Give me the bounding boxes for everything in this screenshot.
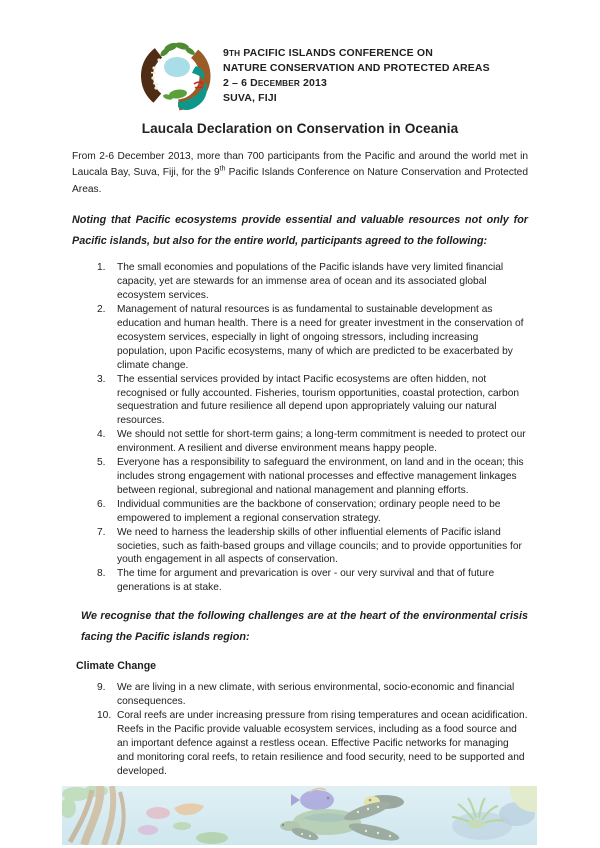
list-item-number: 1. [97, 262, 106, 274]
conference-title-block [223, 38, 490, 116]
list-item-number: 7. [97, 526, 106, 538]
list-item-text: Individual communities are the backbone of conservation; ordinary people need to be empowered to implement a regional conservation strategy. [117, 498, 501, 524]
list-item-number: 10. [97, 710, 112, 722]
list-item [97, 261, 528, 303]
list-item [97, 709, 528, 779]
document-header [138, 38, 490, 116]
list-item [97, 456, 528, 498]
list-item-number: 5. [97, 457, 106, 469]
conference-name-line2: NATURE CONSERVATION AND PROTECTED AREAS [223, 62, 490, 75]
conference-location: SUVA, FIJI [223, 92, 277, 105]
list-item [97, 303, 528, 373]
reef-illustration-banner [62, 786, 537, 845]
list-item-text: The essential services provided by intact Pacific ecosystems are often hidden, not recognised or fully accounted. Fisheries, tourism opportunities, coastal protection, carbon sequestration and future resilience all depend upon appropriately valuing our natural resources. [117, 373, 520, 427]
document-body [0, 149, 600, 779]
list-item-number: 4. [97, 429, 106, 441]
list-item [97, 681, 528, 709]
conference-logo-icon [138, 38, 214, 116]
conference-name-line1: 9TH PACIFIC ISLANDS CONFERENCE ON [223, 47, 433, 59]
numbered-list-climate [97, 681, 528, 778]
list-item-number: 3. [97, 373, 106, 385]
list-item-number: 6. [97, 498, 106, 510]
list-item-text: Management of natural resources is as fundamental to sustainable development as education and human health. There is a need for greater investment in the conservation of ecosystem services, especially in light of ongoing stressors, including increasing population, upon Pacific ecosystems, many of which are predicted to be exacerbated by climate change. [117, 304, 524, 371]
statement-recognise: We recognise that the following challenges are at the heart of the environmental crisis facing the Pacific islands region: [81, 610, 528, 643]
list-item-number: 8. [97, 568, 106, 580]
intro-paragraph: From 2-6 December 2013, more than 700 participants from the Pacific and around the world met in Laucala Bay, Suva, Fiji, for the 9th Pacific Islands Conference on Nature Conservation and Protected Areas. [72, 151, 528, 195]
numbered-list-agreements [97, 261, 528, 595]
conference-dates: 2 – 6 DECEMBER 2013 [223, 76, 327, 89]
list-item-number: 9. [97, 682, 106, 694]
statement-noting: Noting that Pacific ecosystems provide essential and valuable resources not only for Pacific islands, but also for the entire world, participants agreed to the following: [72, 214, 528, 247]
logo-lagoon-center [164, 57, 190, 77]
list-item-text: The small economies and populations of the Pacific islands have very limited financial capacity, yet are stewards for an immense area of ocean and its associated global ecosystem services. [117, 262, 504, 302]
list-item [97, 526, 528, 568]
section-heading-climate-change: Climate Change [76, 660, 157, 673]
document-title: Laucala Declaration on Conservation in Oceania [141, 121, 459, 136]
list-item-number: 2. [97, 304, 106, 316]
list-item [97, 428, 528, 456]
list-item-text: Everyone has a responsibility to safeguard the environment, on land and in the ocean; this includes strong engagement with national processes and effective management linkages between regional, subregional and national management and planning efforts. [117, 457, 524, 496]
superscript-th: th [219, 166, 226, 174]
list-item-text: The time for argument and prevarication is over - our very survival and that of future generations is at stake. [117, 568, 495, 594]
list-item-text: We need to harness the leadership skills of other influential elements of Pacific island societies, such as faith-based groups and village councils; and to provide opportunities for youth engagement in all aspects of conservation. [117, 526, 522, 566]
list-item [97, 498, 528, 526]
list-item-text: We are living in a new climate, with serious environmental, socio-economic and financial consequences. [117, 682, 515, 708]
list-item [97, 567, 528, 595]
list-item [97, 373, 528, 429]
banner-fade-overlay [62, 786, 537, 845]
list-item-text: Coral reefs are under increasing pressure from rising temperatures and ocean acidification. Reefs in the Pacific provide valuable ecosystem services, including as a food source and an important defence against a restless ocean. Effective Pacific networks for managing and monitoring coral reefs, to retain resilience and food security, need to be supported and developed. [117, 710, 528, 777]
list-item-text: We should not settle for short-term gains; a long-term commitment is needed to protect our environment. A resilient and diverse environment means happy people. [117, 429, 526, 455]
logo-leaves [159, 41, 196, 57]
